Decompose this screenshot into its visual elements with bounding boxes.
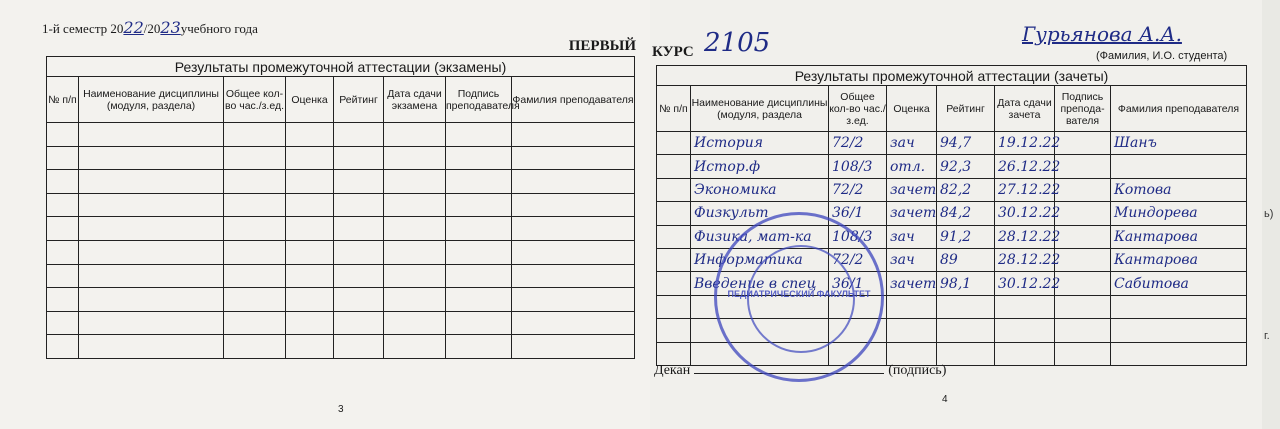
credit-cell-name: Экономика	[691, 178, 829, 201]
exam-header-3: Оценка	[286, 77, 334, 123]
exam-cell	[446, 193, 512, 217]
semester-line	[42, 18, 258, 37]
credit-cell-rating: 89	[937, 248, 995, 271]
course-ordinal: ПЕРВЫЙ	[568, 38, 636, 54]
credit-cell-hours: 36/1	[829, 202, 887, 225]
credit-cell-date: 27.12.22	[995, 178, 1055, 201]
exam-cell	[384, 193, 446, 217]
credit-cell-num	[657, 178, 691, 201]
credit-cell-name: Физкульт	[691, 202, 829, 225]
credit-cell-grade: зачет	[887, 178, 937, 201]
exam-header-7: Фамилия преподавателя	[512, 77, 635, 123]
credit-cell-name: Информатика	[691, 248, 829, 271]
exam-header-2: Общее кол-во час./з.ед.	[224, 77, 286, 123]
credit-cell-grade: зач	[887, 132, 937, 155]
credit-header-0: № п/п	[657, 86, 691, 132]
exam-header-4: Рейтинг	[334, 77, 384, 123]
exam-cell	[224, 288, 286, 312]
exam-table-row	[47, 240, 635, 264]
exam-cell	[334, 335, 384, 359]
credit-cell-date: 28.12.22	[995, 225, 1055, 248]
credit-cell-rating: 91,2	[937, 225, 995, 248]
exam-cell	[512, 146, 635, 170]
exam-cell	[286, 193, 334, 217]
exam-cell	[224, 146, 286, 170]
exam-cell	[286, 217, 334, 241]
exam-header-5: Дата сдачи экзамена	[384, 77, 446, 123]
credit-cell-hours: 108/3	[829, 225, 887, 248]
exam-table-row	[47, 146, 635, 170]
credit-cell-rating: 84,2	[937, 202, 995, 225]
credit-cell-teacher	[1111, 342, 1247, 365]
adjacent-page-edge	[1262, 0, 1280, 429]
exam-cell	[286, 146, 334, 170]
exam-cell	[286, 123, 334, 147]
exam-header-6: Подпись преподавателя	[446, 77, 512, 123]
exam-cell	[446, 335, 512, 359]
credit-cell-grade	[887, 342, 937, 365]
exam-cell	[384, 217, 446, 241]
credit-cell-grade	[887, 319, 937, 342]
exam-cell	[384, 311, 446, 335]
credit-cell-date	[995, 342, 1055, 365]
student-name-label: (Фамилия, И.О. студента)	[1096, 50, 1228, 62]
credit-cell-grade: зач	[887, 225, 937, 248]
credit-header-5: Дата сдачи зачета	[995, 86, 1055, 132]
exam-cell	[47, 311, 79, 335]
page-number-right: 4	[942, 394, 948, 405]
credit-cell-name: Истор.ф	[691, 155, 829, 178]
edge-fragment-1: ь)	[1264, 208, 1274, 220]
credit-cell-num	[657, 202, 691, 225]
credit-cell-hours: 72/2	[829, 178, 887, 201]
exam-cell	[79, 335, 224, 359]
credit-cell-num	[657, 155, 691, 178]
credit-cell-grade: отл.	[887, 155, 937, 178]
credit-cell-num	[657, 319, 691, 342]
exam-table-row	[47, 217, 635, 241]
exam-cell	[334, 146, 384, 170]
exam-cell	[334, 170, 384, 194]
exam-header-1: Наименование дисциплины (модуля, раздела)	[79, 77, 224, 123]
credit-cell-grade	[887, 295, 937, 318]
credit-cell-date: 19.12.22	[995, 132, 1055, 155]
credit-cell-hours: 108/3	[829, 155, 887, 178]
exam-cell	[384, 123, 446, 147]
exam-cell	[334, 311, 384, 335]
exam-cell	[446, 288, 512, 312]
exam-cell	[334, 193, 384, 217]
credit-cell-name: Введение в спец	[691, 272, 829, 295]
exam-cell	[446, 170, 512, 194]
credit-cell-signature	[1055, 342, 1111, 365]
exam-cell	[79, 217, 224, 241]
faculty-stamp	[714, 212, 884, 382]
page-number-left: 3	[338, 404, 344, 415]
exam-cell	[224, 170, 286, 194]
credit-table-caption: Результаты промежуточной аттестации (зачеты)	[657, 66, 1247, 86]
exam-cell	[224, 264, 286, 288]
credit-cell-name: История	[691, 132, 829, 155]
credit-cell-hours: 72/2	[829, 248, 887, 271]
exam-cell	[334, 217, 384, 241]
exam-cell	[47, 217, 79, 241]
exam-cell	[286, 311, 334, 335]
dean-label: Декан	[654, 363, 691, 378]
credit-cell-teacher	[1111, 319, 1247, 342]
exam-cell	[79, 146, 224, 170]
dean-signature-label: (подпись)	[888, 363, 947, 378]
credit-cell-grade: зач	[887, 248, 937, 271]
exam-cell	[286, 264, 334, 288]
exam-cell	[512, 193, 635, 217]
exam-cell	[47, 146, 79, 170]
credit-header-1: Наименование дисциплины (модуля, раздела	[691, 86, 829, 132]
year-slash: /20	[143, 21, 161, 36]
year-end-handwritten: 23	[160, 18, 181, 37]
exam-cell	[224, 311, 286, 335]
exam-cell	[286, 240, 334, 264]
exam-cell	[79, 311, 224, 335]
exam-cell	[334, 288, 384, 312]
course-label: КУРС	[652, 44, 694, 60]
year-start-handwritten: 22	[123, 18, 144, 37]
credit-header-6: Подпись препода-вателя	[1055, 86, 1111, 132]
credit-cell-name: Физика, мат-ка	[691, 225, 829, 248]
credit-cell-num	[657, 295, 691, 318]
exam-table-row	[47, 123, 635, 147]
credit-cell-teacher: Кантарова	[1111, 248, 1247, 271]
credit-cell-rating: 98,1	[937, 272, 995, 295]
exam-cell	[286, 170, 334, 194]
exam-cell	[446, 123, 512, 147]
credit-cell-date: 28.12.22	[995, 248, 1055, 271]
exam-cell	[286, 335, 334, 359]
student-name-handwritten: Гурьянова А.А.	[1022, 22, 1182, 46]
credit-cell-signature	[1055, 178, 1111, 201]
credit-cell-signature	[1055, 272, 1111, 295]
exam-cell	[512, 123, 635, 147]
exam-cell	[286, 288, 334, 312]
credit-header-4: Рейтинг	[937, 86, 995, 132]
credit-header-3: Оценка	[887, 86, 937, 132]
credit-cell-rating: 92,3	[937, 155, 995, 178]
exam-cell	[512, 217, 635, 241]
exam-cell	[384, 335, 446, 359]
exam-cell	[79, 240, 224, 264]
exam-cell	[512, 240, 635, 264]
semester-prefix: 1-й семестр 20	[42, 21, 124, 36]
credit-table-row	[657, 202, 1247, 225]
credit-cell-num	[657, 248, 691, 271]
credit-cell-rating: 82,2	[937, 178, 995, 201]
exam-cell	[47, 170, 79, 194]
exam-table-row	[47, 335, 635, 359]
credit-cell-teacher: Кантарова	[1111, 225, 1247, 248]
credit-cell-signature	[1055, 132, 1111, 155]
exam-cell	[384, 240, 446, 264]
stamp-inner-ring	[747, 245, 855, 353]
exam-cell	[224, 240, 286, 264]
exam-cell	[384, 146, 446, 170]
exam-header-0: № п/п	[47, 77, 79, 123]
exam-table-row	[47, 170, 635, 194]
credit-table-row	[657, 178, 1247, 201]
exam-cell	[224, 335, 286, 359]
credit-cell-teacher: Сабитова	[1111, 272, 1247, 295]
credit-table-row	[657, 155, 1247, 178]
credit-cell-signature	[1055, 319, 1111, 342]
credit-table-row	[657, 132, 1247, 155]
credit-cell-rating	[937, 295, 995, 318]
exam-table-row	[47, 264, 635, 288]
credit-cell-rating	[937, 342, 995, 365]
exam-cell	[384, 170, 446, 194]
exam-cell	[79, 288, 224, 312]
exam-cell	[446, 146, 512, 170]
exam-cell	[446, 264, 512, 288]
credit-cell-date: 30.12.22	[995, 202, 1055, 225]
credit-header-7: Фамилия преподавателя	[1111, 86, 1247, 132]
credit-cell-teacher: Шанъ	[1111, 132, 1247, 155]
exam-table	[46, 56, 635, 359]
exam-cell	[512, 170, 635, 194]
edge-fragment-2: г.	[1264, 330, 1270, 342]
exam-cell	[334, 264, 384, 288]
credit-cell-num	[657, 132, 691, 155]
exam-cell	[512, 264, 635, 288]
credit-cell-num	[657, 272, 691, 295]
exam-cell	[47, 240, 79, 264]
credit-cell-signature	[1055, 248, 1111, 271]
credit-cell-grade: зачет	[887, 202, 937, 225]
credit-cell-date	[995, 319, 1055, 342]
credit-cell-teacher	[1111, 295, 1247, 318]
exam-cell	[79, 264, 224, 288]
exam-cell	[446, 217, 512, 241]
credit-cell-teacher: Котова	[1111, 178, 1247, 201]
credit-cell-num	[657, 342, 691, 365]
exam-table-row	[47, 193, 635, 217]
credit-cell-teacher: Миндорева	[1111, 202, 1247, 225]
credit-cell-grade: зачет	[887, 272, 937, 295]
exam-table-row	[47, 288, 635, 312]
exam-cell	[512, 335, 635, 359]
exam-cell	[446, 240, 512, 264]
exam-cell	[47, 123, 79, 147]
credit-cell-date	[995, 295, 1055, 318]
credit-cell-num	[657, 225, 691, 248]
credit-cell-rating: 94,7	[937, 132, 995, 155]
credit-cell-signature	[1055, 225, 1111, 248]
credit-cell-signature	[1055, 202, 1111, 225]
exam-cell	[446, 311, 512, 335]
exam-cell	[334, 240, 384, 264]
credit-cell-hours: 36/1	[829, 272, 887, 295]
exam-cell	[47, 335, 79, 359]
exam-cell	[79, 170, 224, 194]
stamp-text: ПЕДИАТРИЧЕСКИЙ ФАКУЛЬТЕТ	[727, 289, 871, 299]
credit-cell-signature	[1055, 155, 1111, 178]
exam-cell	[224, 123, 286, 147]
group-number-handwritten: 2105	[704, 28, 771, 58]
credit-cell-hours: 72/2	[829, 132, 887, 155]
exam-table-row	[47, 311, 635, 335]
exam-cell	[47, 193, 79, 217]
semester-suffix: учебного года	[180, 21, 258, 36]
exam-cell	[47, 264, 79, 288]
exam-cell	[79, 193, 224, 217]
exam-cell	[224, 217, 286, 241]
exam-cell	[384, 288, 446, 312]
exam-cell	[224, 193, 286, 217]
credit-cell-signature	[1055, 295, 1111, 318]
right-page	[650, 0, 1262, 429]
exam-cell	[384, 264, 446, 288]
credit-cell-teacher	[1111, 155, 1247, 178]
credit-cell-date: 30.12.22	[995, 272, 1055, 295]
exam-cell	[334, 123, 384, 147]
credit-cell-rating	[937, 319, 995, 342]
credit-header-2: Общее кол-во час./з.ед.	[829, 86, 887, 132]
exam-cell	[47, 288, 79, 312]
credit-cell-date: 26.12.22	[995, 155, 1055, 178]
exam-cell	[512, 311, 635, 335]
exam-cell	[512, 288, 635, 312]
exam-table-caption: Результаты промежуточной аттестации (экзамены)	[47, 57, 635, 77]
exam-cell	[79, 123, 224, 147]
